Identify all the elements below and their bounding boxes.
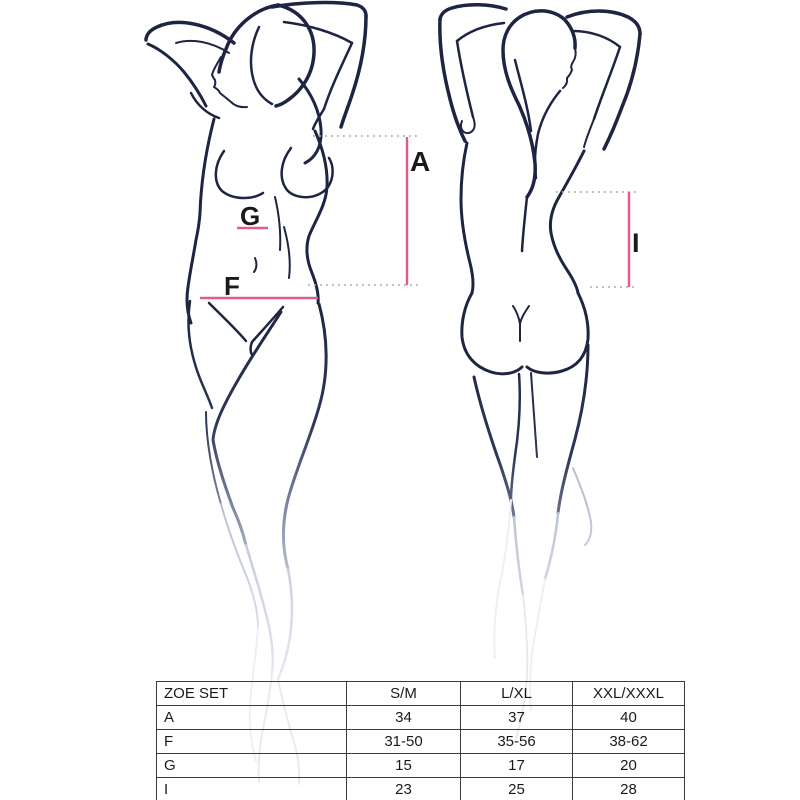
front-navel [254, 258, 256, 272]
measurement-label-a: A [410, 146, 431, 177]
row-label-f: F [157, 730, 347, 754]
front-right-upperarm-inner [324, 43, 352, 109]
size-table [156, 681, 685, 800]
cell-a-sm: 34 [347, 706, 461, 730]
front-right-arm-outer [341, 16, 366, 127]
measurement-f [200, 271, 318, 301]
measurement-annotations [200, 136, 640, 301]
front-left-upper-arm [148, 44, 206, 106]
table-row [157, 730, 685, 754]
measurement-label-f: F [224, 271, 240, 301]
row-label-i: I [157, 778, 347, 800]
back-hair-inner [535, 91, 560, 178]
back-left-shoulder-curl [461, 117, 475, 133]
cell-f-lxl: 35-56 [461, 730, 573, 754]
back-ankle-ghost [494, 500, 511, 658]
back-spine-line [522, 197, 527, 251]
front-calf-behind [206, 412, 221, 504]
front-hair-inner [251, 27, 272, 104]
back-crack-left [513, 306, 520, 324]
table-row [157, 706, 685, 730]
cell-a-xxl: 40 [573, 706, 685, 730]
front-shin-fade [246, 545, 273, 673]
front-torso-left [187, 119, 214, 323]
cell-g-sm: 15 [347, 754, 461, 778]
cell-g-xxl: 20 [573, 754, 685, 778]
back-hair-lock [515, 60, 531, 131]
front-right-leg-outer [284, 304, 327, 569]
back-right-heel [573, 468, 591, 545]
table-row [157, 778, 685, 800]
back-right-calf-fade [545, 513, 558, 579]
cell-i-lxl: 25 [461, 778, 573, 800]
measurement-a [308, 136, 430, 285]
back-torso-right [550, 151, 584, 293]
size-table-header-xxl: XXL/XXXL [573, 682, 685, 706]
measurement-label-g: G [240, 201, 261, 231]
front-abdomen-line [284, 227, 290, 278]
back-left-upperarm-inner [457, 41, 473, 117]
cell-i-xxl: 28 [573, 778, 685, 800]
size-table-header-lxl: L/XL [461, 682, 573, 706]
back-face-profile [563, 48, 576, 88]
back-figure [440, 5, 640, 738]
back-left-arm-top [440, 5, 506, 19]
back-hair-left [503, 17, 535, 197]
back-left-leg-inner [511, 374, 520, 500]
front-left-forearm-inner [176, 41, 229, 53]
cell-f-sm: 31-50 [347, 730, 461, 754]
front-figure [146, 3, 366, 784]
front-face-profile [212, 57, 247, 107]
measurement-label-i: I [632, 228, 640, 258]
back-crack-right [520, 306, 529, 324]
front-pubic-left [209, 303, 246, 341]
size-table-title-cell: ZOE SET [157, 682, 347, 706]
front-sternum-line [275, 197, 280, 250]
back-right-shoulder [584, 119, 594, 147]
cell-i-sm: 23 [347, 778, 461, 800]
size-table-header-sm: S/M [347, 682, 461, 706]
front-right-forearm-inner [284, 22, 352, 43]
back-right-arm-outer [604, 34, 640, 149]
back-buttock-right [527, 293, 588, 373]
front-torso-right [307, 131, 327, 303]
back-left-calf-fade [514, 517, 523, 595]
size-table-header-row [157, 682, 685, 706]
row-label-a: A [157, 706, 347, 730]
row-label-g: G [157, 754, 347, 778]
back-right-leg-inner [531, 373, 537, 457]
cell-f-xxl: 38-62 [573, 730, 685, 754]
back-left-leg-outer [474, 377, 514, 517]
back-torso-left [461, 143, 473, 293]
back-right-upperarm-inner [594, 47, 620, 119]
front-left-thigh [188, 301, 212, 408]
cell-g-lxl: 17 [461, 754, 573, 778]
cell-a-lxl: 37 [461, 706, 573, 730]
front-calf-fade [278, 569, 292, 679]
front-breast-left [216, 151, 263, 198]
back-left-forearm-inner [457, 23, 504, 41]
table-row [157, 754, 685, 778]
back-right-forearm-inner [573, 31, 620, 47]
measurement-g [237, 201, 268, 231]
